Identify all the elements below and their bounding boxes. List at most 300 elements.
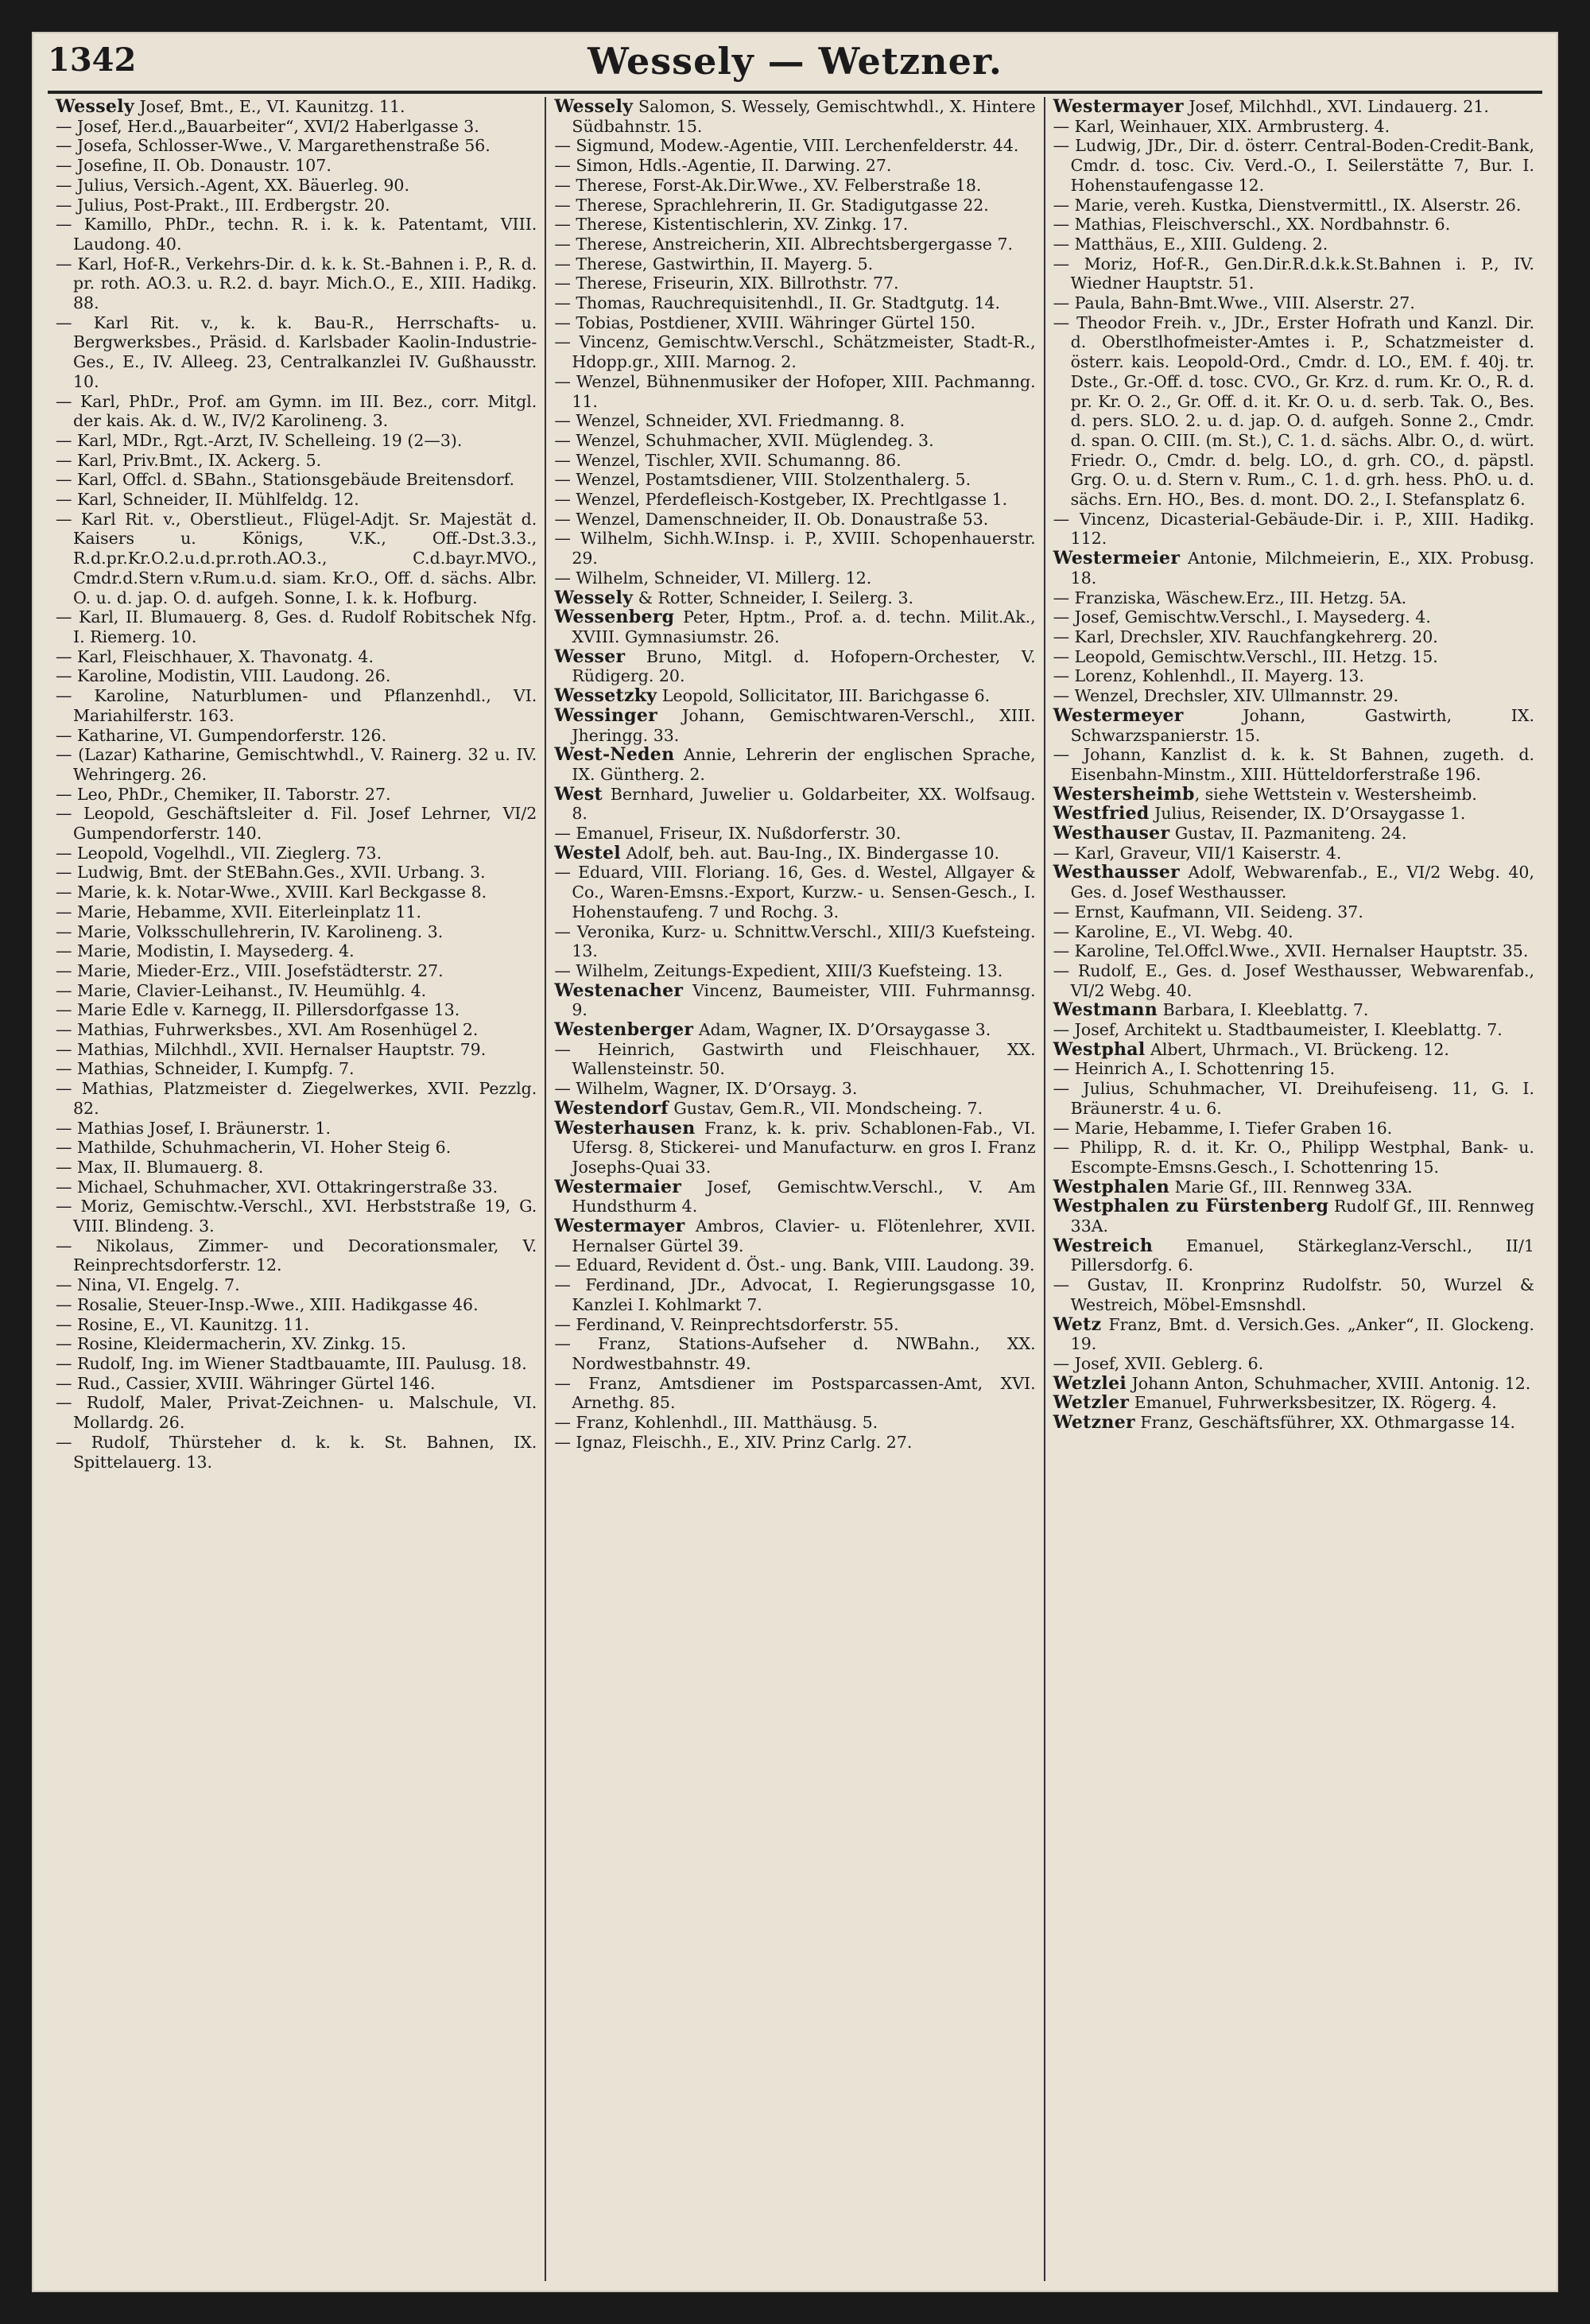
directory-entry [554, 588, 1035, 608]
directory-entry [554, 961, 1035, 981]
directory-entry [554, 1255, 1035, 1275]
entry-text: — Josef, Architekt u. Stadtbaumeister, I. Kleeblattg. 7. [1053, 1020, 1503, 1040]
entry-text: — Simon, Hdls.-Agentie, II. Darwing. 27. [554, 156, 892, 176]
entry-text: — Wenzel, Pferdefleisch-Kostgeber, IX. Prechtlgasse 1. [554, 490, 1008, 510]
entry-text: — Rudolf, E., Ges. d. Josef Westhausser, Webwarenfab., VI/2 Webg. 40. [1053, 960, 1534, 1000]
directory-entry [56, 136, 537, 156]
entry-surname: Wetzler [1053, 1392, 1130, 1414]
entry-text: — Mathilde, Schuhmacherin, VI. Hoher Steig 6. [56, 1138, 452, 1158]
entry-text: — Julius, Versich.-Agent, XX. Bäuerleg. 90. [56, 175, 409, 195]
entry-text: — Mathias, Fuhrwerksbes., XVI. Am Rosenhügel 2. [56, 1020, 479, 1040]
entry-text: — Josef, Gemischtw.Verschl., I. Maysederg. 4. [1053, 607, 1431, 627]
entry-text: — Wilhelm, Sichh.W.Insp. i. P., XVIII. Schopenhauerstr. 29. [554, 529, 1036, 568]
entry-surname: Westenacher [554, 980, 684, 1001]
entry-surname: Wessinger [554, 704, 658, 726]
page-header [48, 37, 1542, 86]
entry-text: — Karl, Drechsler, XIV. Rauchfangkehrerg. 20. [1053, 627, 1438, 646]
entry-text: — Nina, VI. Engelg. 7. [56, 1275, 240, 1295]
directory-entry [1053, 1138, 1534, 1177]
entry-surname: Wessely [56, 97, 134, 117]
directory-entry [1053, 1000, 1534, 1020]
directory-entry [1053, 254, 1534, 293]
entry-text: — Mathias, Schneider, I. Kumpfg. 7. [56, 1059, 355, 1079]
entry-text: — Karl, Offcl. d. SBahn., Stationsgebäude Breitensdorf. [56, 470, 515, 490]
directory-entry [1053, 1079, 1534, 1118]
directory-entry [56, 607, 537, 646]
entry-surname: Westenberger [554, 1019, 694, 1041]
entry-text: — Ferdinand, JDr., Advocat, I. Regierungsgasse 10, Kanzlei I. Kohlmarkt 7. [554, 1275, 1036, 1314]
entry-text: Rudolf Gf., III. Rennweg 33A. [1070, 1197, 1534, 1236]
entry-text: — Karoline, E., VI. Webg. 40. [1053, 921, 1293, 941]
directory-entry [56, 883, 537, 902]
directory-entry [56, 1315, 537, 1335]
directory-entry [1053, 1354, 1534, 1374]
entry-text: — Marie, Clavier-Leihanst., IV. Heumühlg. 4. [56, 980, 427, 1000]
column-2 [545, 97, 1043, 2281]
directory-entry [56, 1020, 537, 1040]
directory-entry [56, 196, 537, 215]
directory-entry [554, 1413, 1035, 1433]
entry-surname: Westhauser [1053, 823, 1170, 844]
entry-text: — Leo, PhDr., Chemiker, II. Taborstr. 27. [56, 784, 391, 804]
entry-text: Albert, Uhrmach., VI. Brückeng. 12. [1145, 1039, 1449, 1059]
entry-text: — Mathias, Platzmeister d. Ziegelwerkes, XVII. Pezzlg. 82. [56, 1079, 537, 1118]
directory-entry [554, 1099, 1035, 1119]
entry-text: — Rud., Cassier, XVIII. Währinger Gürtel 146. [56, 1373, 436, 1393]
entry-text: — Marie, k. k. Notar-Wwe., XVIII. Karl Beckgasse 8. [56, 883, 487, 902]
directory-entry [554, 647, 1035, 686]
entry-text: — Therese, Kistentischlerin, XV. Zinkg. 17. [554, 215, 909, 235]
directory-entry [56, 510, 537, 608]
entry-surname: Wessely [554, 587, 634, 608]
directory-entry [554, 313, 1035, 333]
entry-text: — Rudolf, Thürsteher d. k. k. St. Bahnen, IX. Spittelauerg. 13. [56, 1432, 537, 1472]
directory-entry [554, 1178, 1035, 1216]
entry-text: — Ernst, Kaufmann, VII. Seideng. 37. [1053, 902, 1363, 921]
directory-entry [1053, 117, 1534, 137]
directory-entry [56, 431, 537, 451]
entry-text: — Wilhelm, Schneider, VI. Millerg. 12. [554, 568, 872, 588]
column-3 [1044, 97, 1542, 2281]
entry-text: — Leopold, Vogelhdl., VII. Zieglerg. 73. [56, 843, 382, 863]
columns [48, 97, 1542, 2281]
directory-entry [554, 1020, 1035, 1040]
directory-entry [554, 785, 1035, 824]
directory-entry [56, 97, 537, 117]
directory-entry [56, 1236, 537, 1275]
directory-entry [1053, 235, 1534, 254]
directory-entry [1053, 196, 1534, 215]
entry-text: Johann, Gastwirth, IX. Schwarzspanierstr. 15. [1070, 705, 1534, 745]
entry-text: — Katharine, VI. Gumpendorferstr. 126. [56, 725, 387, 745]
directory-entry [554, 1079, 1035, 1099]
directory-entry [1053, 647, 1534, 667]
directory-entry [1053, 1020, 1534, 1040]
column-1 [48, 97, 545, 2281]
directory-entry [554, 1334, 1035, 1373]
entry-text: — Karl, Graveur, VII/1 Kaiserstr. 4. [1053, 843, 1342, 863]
directory-entry [56, 941, 537, 961]
directory-entry [1053, 844, 1534, 863]
directory-entry [1053, 785, 1534, 805]
directory-entry [1053, 549, 1534, 588]
entry-text: — Josef, XVII. Geblerg. 6. [1053, 1354, 1264, 1373]
directory-entry [56, 981, 537, 1001]
entry-text: Gustav, Gem.R., VII. Mondscheing. 7. [668, 1098, 983, 1118]
entry-text: — Emanuel, Friseur, IX. Nußdorferstr. 30. [554, 824, 902, 844]
directory-entry [1053, 1119, 1534, 1139]
entry-text: — Wenzel, Schneider, XVI. Friedmanng. 8. [554, 411, 906, 431]
directory-entry [554, 332, 1035, 371]
directory-entry [554, 706, 1035, 745]
entry-text: — Julius, Schuhmacher, VI. Dreihufeiseng. 11, G. I. Bräunerstr. 4 u. 6. [1053, 1079, 1534, 1118]
entry-text: Barbara, I. Kleeblattg. 7. [1158, 1000, 1369, 1020]
entry-text: — Therese, Anstreicherin, XII. Albrechtsbergergasse 7. [554, 234, 1014, 254]
entry-text: — Wenzel, Postamtsdiener, VIII. Stolzenthalerg. 5. [554, 470, 971, 490]
directory-entry [1053, 313, 1534, 510]
directory-entry [56, 117, 537, 137]
entry-surname: Wetz [1053, 1313, 1102, 1335]
directory-entry [554, 293, 1035, 313]
entry-text: — Marie, Volksschullehrerin, IV. Karolineng. 3. [56, 921, 444, 941]
entry-text: — Thomas, Rauchrequisitenhdl., II. Gr. Stadtgutg. 14. [554, 293, 1001, 313]
directory-entry [554, 156, 1035, 176]
entry-text: Leopold, Sollicitator, III. Barichgasse 6. [657, 686, 991, 706]
entry-surname: Westphal [1053, 1038, 1146, 1060]
directory-entry [56, 745, 537, 784]
entry-text: — Therese, Gastwirthin, II. Mayerg. 5. [554, 254, 874, 274]
directory-entry [554, 1119, 1035, 1178]
entry-text: Adam, Wagner, IX. D’Orsaygasse 3. [693, 1020, 991, 1040]
directory-entry [1053, 922, 1534, 942]
entry-text: Johann, Gemischtwaren-Verschl., XIII. Jheringg. 33. [572, 705, 1036, 745]
entry-text: — Sigmund, Modew.-Agentie, VIII. Lerchenfelderstr. 44. [554, 136, 1019, 156]
entry-text: — Karl, MDr., Rgt.-Arzt, IV. Schelleing. 19 (2—3). [56, 430, 463, 450]
directory-entry [554, 215, 1035, 235]
directory-entry [56, 902, 537, 922]
entry-text: Bernhard, Juwelier u. Goldarbeiter, XX. Wolfsaug. 8. [572, 784, 1036, 824]
directory-entry [56, 451, 537, 471]
entry-text: Adolf, beh. aut. Bau-Ing., IX. Bindergasse 10. [620, 843, 999, 863]
entry-text: — Wenzel, Drechsler, XIV. Ullmannstr. 29. [1053, 686, 1399, 706]
directory-entry [1053, 961, 1534, 1000]
entry-text: — Ignaz, Fleischh., E., XIV. Prinz Carlg. 27. [554, 1432, 913, 1452]
entry-text: Emanuel, Fuhrwerksbesitzer, IX. Rögerg. 4. [1129, 1393, 1497, 1413]
directory-entry [56, 1059, 537, 1079]
entry-text: — Marie, Hebamme, XVII. Eiterleinplatz 11. [56, 902, 421, 921]
directory-entry [56, 922, 537, 942]
entry-text: — Therese, Sprachlehrerin, II. Gr. Stadigutgasse 22. [554, 195, 989, 215]
directory-entry [1053, 1197, 1534, 1236]
entry-text: — Franz, Amtsdiener im Postsparcassen-Amt, XVI. Arnethg. 85. [554, 1373, 1036, 1413]
directory-entry [56, 1295, 537, 1315]
entry-text: — Karl, Priv.Bmt., IX. Ackerg. 5. [56, 450, 322, 470]
directory-entry [1053, 686, 1534, 706]
entry-surname: Wetzlei [1053, 1372, 1127, 1394]
entry-text: Annie, Lehrerin der englischen Sprache, IX. Güntherg. 2. [572, 745, 1036, 784]
entry-text: — Karl, II. Blumauerg. 8, Ges. d. Rudolf Robitschek Nfg. I. Riemerg. 10. [56, 607, 537, 646]
entry-surname: Wesser [554, 646, 626, 667]
directory-entry [554, 529, 1035, 568]
entry-text: Franz, Bmt. d. Versich.Ges. „Anker“, II. Glockeng. 19. [1070, 1314, 1534, 1354]
entry-text: — Eduard, VIII. Floriang. 16, Ges. d. Westel, Allgayer & Co., Waren-Emsns.-Export, Kurzw.- u. Sensen-Gesch., I. Hohenstaufeng. 7 und Rochg. 3. [554, 863, 1036, 921]
directory-entry [56, 863, 537, 883]
directory-entry [1053, 1178, 1534, 1197]
directory-entry [554, 196, 1035, 215]
entry-text: — Matthäus, E., XIII. Guldeng. 2. [1053, 234, 1328, 254]
directory-entry [56, 961, 537, 981]
directory-entry [56, 156, 537, 176]
entry-text: — Karl, Weinhauer, XIX. Armbrusterg. 4. [1053, 116, 1390, 136]
directory-entry [56, 1433, 537, 1472]
entry-text: — Wenzel, Tischler, XVII. Schumanng. 86. [554, 450, 902, 470]
entry-text: — Julius, Post-Prakt., III. Erdbergstr. 20. [56, 195, 390, 215]
entry-text: Salomon, S. Wessely, Gemischtwhdl., X. Hintere Südbahnstr. 15. [572, 97, 1036, 136]
entry-surname: Westendorf [554, 1097, 669, 1119]
entry-surname: Wessely [554, 97, 634, 117]
entry-surname: Westphalen zu Fürstenberg [1053, 1196, 1329, 1217]
directory-entry [1053, 627, 1534, 647]
entry-text: , siehe Wettstein v. Westersheimb. [1194, 784, 1477, 804]
entry-text: — Ludwig, JDr., Dir. d. österr. Central-Boden-Credit-Bank, Cmdr. d. tosc. Civ. Verd.-O., I. Seilerstätte 7, Bur. I. Hohenstaufengasse 12. [1053, 136, 1534, 195]
entry-text: — Marie, Modistin, I. Maysederg. 4. [56, 941, 355, 961]
directory-entry [554, 274, 1035, 293]
directory-entry [554, 1216, 1035, 1255]
entry-text: — Therese, Friseurin, XIX. Billrothstr. 77. [554, 274, 899, 293]
entry-text: Julius, Reisender, IX. D’Orsaygasse 1. [1149, 804, 1466, 824]
directory-entry [554, 1040, 1035, 1079]
entry-text: Vincenz, Baumeister, VIII. Fuhrmannsg. 9. [572, 980, 1036, 1020]
directory-entry [56, 1000, 537, 1020]
entry-text: — Marie, Hebamme, I. Tiefer Graben 16. [1053, 1118, 1393, 1138]
entry-text: — Philipp, R. d. it. Kr. O., Philipp Westphal, Bank- u. Escompte-Emsns.Gesch., I. Schottenring 15. [1053, 1138, 1534, 1177]
directory-entry [1053, 607, 1534, 627]
entry-text: — Lorenz, Kohlenhdl., II. Mayerg. 13. [1053, 666, 1364, 686]
directory-entry [56, 1138, 537, 1158]
entry-text: — Tobias, Postdiener, XVIII. Währinger Gürtel 150. [554, 312, 976, 332]
entry-text: — Karoline, Naturblumen- und Pflanzenhdl., VI. Mariahilferstr. 163. [56, 686, 537, 725]
entry-text: — Franz, Kohlenhdl., III. Matthäusg. 5. [554, 1413, 878, 1433]
entry-text: Bruno, Mitgl. d. Hofopern-Orchester, V. Rüdigerg. 20. [572, 646, 1036, 686]
entry-text: — Nikolaus, Zimmer- und Decorationsmaler, V. Reinprechtsdorferstr. 12. [56, 1236, 537, 1275]
directory-entry [56, 470, 537, 490]
entry-text: — Karl Rit. v., k. k. Bau-R., Herrschafts- u. Bergwerksbes., Präsid. d. Karlsbader Kaolin-Industrie-Ges., E., IV. Alleeg. 23, Centralkanzlei IV. Gußhausstr. 10. [56, 312, 537, 391]
directory-entry [1053, 1059, 1534, 1079]
entry-text: — Karl, Fleischhauer, X. Thavonatg. 4. [56, 646, 374, 666]
entry-text: — Moriz, Gemischtw.-Verschl., XVI. Herbststraße 19, G. VIII. Blindeng. 3. [56, 1197, 537, 1236]
entry-text: — Heinrich A., I. Schottenring 15. [1053, 1059, 1336, 1079]
entry-surname: Wessetzky [554, 685, 657, 707]
entry-text: — Wilhelm, Wagner, IX. D’Orsayg. 3. [554, 1079, 858, 1099]
directory-entry [56, 1393, 537, 1432]
directory-entry [554, 372, 1035, 411]
directory-entry [1053, 902, 1534, 922]
entry-text: — Wilhelm, Zeitungs-Expedient, XIII/3 Kuefsteing. 13. [554, 960, 1003, 980]
directory-entry [1053, 1315, 1534, 1354]
entry-surname: Westfried [1053, 803, 1150, 824]
directory-entry [554, 490, 1035, 510]
entry-text: Adolf, Webwarenfab., E., VI/2 Webg. 40, Ges. d. Josef Westhausser. [1070, 863, 1534, 902]
directory-entry [56, 176, 537, 196]
directory-entry [1053, 1236, 1534, 1275]
entry-surname: Westmann [1053, 999, 1158, 1021]
directory-entry [1053, 804, 1534, 824]
entry-text: — Karoline, Modistin, VIII. Laudong. 26. [56, 666, 391, 686]
entry-text: — Mathias Josef, I. Bräunerstr. 1. [56, 1118, 332, 1138]
directory-entry [56, 392, 537, 431]
directory-entry [1053, 941, 1534, 961]
directory-entry [56, 785, 537, 805]
entry-text: — Therese, Forst-Ak.Dir.Wwe., XV. Felberstraße 18. [554, 175, 982, 195]
entry-text: Ambros, Clavier- u. Flötenlehrer, XVII. Hernalser Gürtel 39. [572, 1216, 1036, 1255]
entry-text: — Johann, Kanzlist d. k. k. St Bahnen, zugeth. d. Eisenbahn-Minstm., XIII. Hütteldorferstraße 196. [1053, 745, 1534, 784]
directory-entry [554, 451, 1035, 471]
directory-entry [56, 726, 537, 746]
directory-entry [554, 254, 1035, 274]
entry-surname: Westreich [1053, 1235, 1154, 1256]
directory-entry [554, 176, 1035, 196]
directory-entry [56, 1197, 537, 1236]
entry-text: — Marie Edle v. Karnegg, II. Pillersdorfgasse 13. [56, 1000, 460, 1020]
entry-text: Emanuel, Stärkeglanz-Verschl., II/1 Pillersdorfg. 6. [1070, 1236, 1534, 1275]
directory-entry [554, 431, 1035, 451]
entry-surname: Westel [554, 842, 621, 863]
entry-surname: Westermaier [554, 1176, 682, 1197]
entry-text: — Josefa, Schlosser-Wwe., V. Margarethenstraße 56. [56, 136, 491, 156]
directory-entry [554, 1433, 1035, 1453]
entry-surname: West [554, 783, 603, 805]
entry-text: — Franziska, Wäschew.Erz., III. Hetzg. 5A. [1053, 588, 1407, 607]
entry-text: — Rosalie, Steuer-Insp.-Wwe., XIII. Hadikgasse 46. [56, 1294, 479, 1314]
directory-entry [56, 215, 537, 254]
directory-entry [56, 666, 537, 686]
directory-entry [56, 1119, 537, 1139]
entry-text: — Eduard, Revident d. Öst.- ung. Bank, VIII. Laudong. 39. [554, 1255, 1035, 1275]
entry-text: Peter, Hptm., Prof. a. d. techn. Milit.Ak., XVIII. Gymnasiumstr. 26. [572, 607, 1036, 646]
entry-surname: Westermayer [1053, 97, 1184, 117]
directory-entry [56, 844, 537, 863]
directory-entry [554, 863, 1035, 921]
entry-text: Josef, Bmt., E., VI. Kaunitzg. 11. [134, 97, 405, 116]
entry-surname: Wessenberg [554, 607, 675, 628]
directory-entry [554, 470, 1035, 490]
entry-text: — Ludwig, Bmt. der StEBahn.Ges., XVII. Urbang. 3. [56, 863, 486, 883]
entry-text: — Leopold, Geschäftsleiter d. Fil. Josef Lehrner, VI/2 Gumpendorferstr. 140. [56, 804, 537, 844]
entry-text: — Rudolf, Ing. im Wiener Stadtbauamte, III. Paulusg. 18. [56, 1354, 527, 1373]
directory-entry [1053, 136, 1534, 195]
entry-surname: Westermeier [1053, 548, 1181, 569]
header-rule [48, 91, 1542, 94]
directory-entry [1053, 666, 1534, 686]
directory-entry [56, 647, 537, 667]
directory-entry [554, 981, 1035, 1020]
directory-entry [56, 1040, 537, 1060]
directory-entry [1053, 293, 1534, 313]
entry-text: — Max, II. Blumauerg. 8. [56, 1157, 264, 1177]
directory-entry [1053, 706, 1534, 745]
directory-entry [554, 97, 1035, 136]
entry-text: — Franz, Stations-Aufseher d. NWBahn., XX. Nordwestbahnstr. 49. [554, 1334, 1036, 1373]
directory-page [32, 32, 1558, 2292]
entry-text: — Karoline, Tel.Offcl.Wwe., XVII. Hernalser Hauptstr. 35. [1053, 941, 1529, 961]
directory-entry [1053, 863, 1534, 902]
directory-entry [56, 1334, 537, 1354]
entry-text: — (Lazar) Katharine, Gemischtwhdl., V. Rainerg. 32 u. IV. Wehringerg. 26. [56, 745, 537, 784]
directory-entry [56, 1374, 537, 1394]
entry-text: — Heinrich, Gastwirth und Fleischhauer, XX. Wallensteinstr. 50. [554, 1039, 1036, 1079]
directory-entry [56, 313, 537, 392]
directory-entry [1053, 588, 1534, 608]
entry-surname: Westermeyer [1053, 704, 1184, 726]
entry-text: — Moriz, Hof-R., Gen.Dir.R.d.k.k.St.Bahnen i. P., IV. Wiedner Hauptstr. 51. [1053, 254, 1534, 293]
directory-entry [1053, 1275, 1534, 1314]
directory-entry [56, 1079, 537, 1118]
directory-entry [554, 686, 1035, 706]
directory-entry [1053, 1040, 1534, 1060]
directory-entry [56, 1178, 537, 1197]
directory-entry [56, 686, 537, 725]
entry-text: — Josefine, II. Ob. Donaustr. 107. [56, 156, 332, 176]
directory-entry [554, 1374, 1035, 1413]
directory-entry [1053, 1393, 1534, 1413]
directory-entry [1053, 824, 1534, 844]
directory-entry [554, 568, 1035, 588]
entry-text: — Karl, Hof-R., Verkehrs-Dir. d. k. k. St.-Bahnen i. P., R. d. pr. roth. AO.3. u. R.2. d. bayr. Mich.O., E., XIII. Hadikg. 88. [56, 254, 537, 313]
entry-text: — Marie, vereh. Kustka, Dienstvermittl., IX. Alserstr. 26. [1053, 195, 1522, 215]
entry-surname: Westhausser [1053, 862, 1181, 883]
directory-entry [56, 490, 537, 510]
directory-entry [1053, 510, 1534, 549]
entry-surname: Westersheimb [1053, 783, 1195, 805]
directory-entry [56, 1158, 537, 1178]
entry-surname: Wetzner [1053, 1412, 1135, 1434]
entry-text: — Wenzel, Bühnenmusiker der Hofoper, XIII. Pachmanng. 11. [554, 371, 1036, 411]
entry-text: — Michael, Schuhmacher, XVI. Ottakringerstraße 33. [56, 1177, 498, 1197]
directory-entry [554, 510, 1035, 530]
entry-surname: West-Neden [554, 744, 675, 766]
directory-entry [554, 824, 1035, 844]
entry-text: — Vincenz, Dicasterial-Gebäude-Dir. i. P., XIII. Hadikg. 112. [1053, 509, 1534, 549]
directory-entry [554, 745, 1035, 784]
entry-text: — Rudolf, Maler, Privat-Zeichnen- u. Malschule, VI. Mollardg. 26. [56, 1393, 537, 1433]
entry-text: — Marie, Mieder-Erz., VIII. Josefstädterstr. 27. [56, 960, 444, 980]
directory-entry [554, 411, 1035, 431]
directory-entry [1053, 1413, 1534, 1433]
entry-surname: Westerhausen [554, 1117, 696, 1139]
directory-entry [56, 254, 537, 313]
directory-entry [554, 1315, 1035, 1335]
entry-text: — Karl, PhDr., Prof. am Gymn. im III. Bez., corr. Mitgl. der kais. Ak. d. W., IV/2 Karolineng. 3. [56, 391, 537, 431]
directory-entry [554, 922, 1035, 961]
entry-text: — Paula, Bahn-Bmt.Wwe., VIII. Alserstr. 27. [1053, 293, 1415, 313]
entry-text: — Mathias, Fleischverschl., XX. Nordbahnstr. 6. [1053, 215, 1451, 235]
entry-text: — Theodor Freih. v., JDr., Erster Hofrath und Kanzl. Dir. d. Oberstlhofmeister-Amtes i. P., Schatzmeister d. österr. kais. Leopold-Ord., Cmdr. d. LO., EM. f. 40j. tr. Dste., Gr.-Off. d. tosc. CVO., Gr. Krz. d. rum. Kr. O., R. d. pr. Kr. O. 2., Gr. Off. d. it. Kr. O. u. d. serb. Tak. O., Bes. d. pers. SLO. 2. u. d. jap. O. d. aufgeh. Sonne 2., Cmdr. d. span. O. CIII. (m. St.), C. 1. d. sächs. Albr. O., d. würt. Friedr. O., Cmdr. d. belg. LO., d. grh. CO., d. päpstl. Grg. O. u. d. Stern v. Rum., C. 1. d. grh. hess. PhO. u. d. sächs. Ern. HO., Bes. d. mont. DO. 2., I. Stefansplatz 6. [1053, 312, 1534, 510]
directory-entry [554, 235, 1035, 254]
entry-text: — Josef, Her.d.„Bauarbeiter“, XVI/2 Haberlgasse 3. [56, 116, 479, 136]
directory-entry [56, 1275, 537, 1295]
entry-text: & Rotter, Schneider, I. Seilerg. 3. [633, 588, 914, 607]
entry-text: Marie Gf., III. Rennweg 33A. [1169, 1177, 1413, 1197]
entry-text: — Vincenz, Gemischtw.Verschl., Schätzmeister, Stadt-R., Hdopp.gr., XIII. Marnog. 2. [554, 332, 1036, 372]
directory-entry [554, 1275, 1035, 1314]
directory-entry [554, 607, 1035, 646]
entry-text: Franz, Geschäftsführer, XX. Othmargasse 14. [1134, 1413, 1516, 1433]
entry-text: Josef, Gemischtw.Verschl., V. Am Hundsthurm 4. [572, 1177, 1036, 1216]
entry-surname: Westermayer [554, 1216, 685, 1237]
entry-text: — Wenzel, Damenschneider, II. Ob. Donaustraße 53. [554, 509, 989, 529]
directory-entry [1053, 215, 1534, 235]
entry-text: Gustav, II. Pazmaniteng. 24. [1169, 824, 1407, 844]
